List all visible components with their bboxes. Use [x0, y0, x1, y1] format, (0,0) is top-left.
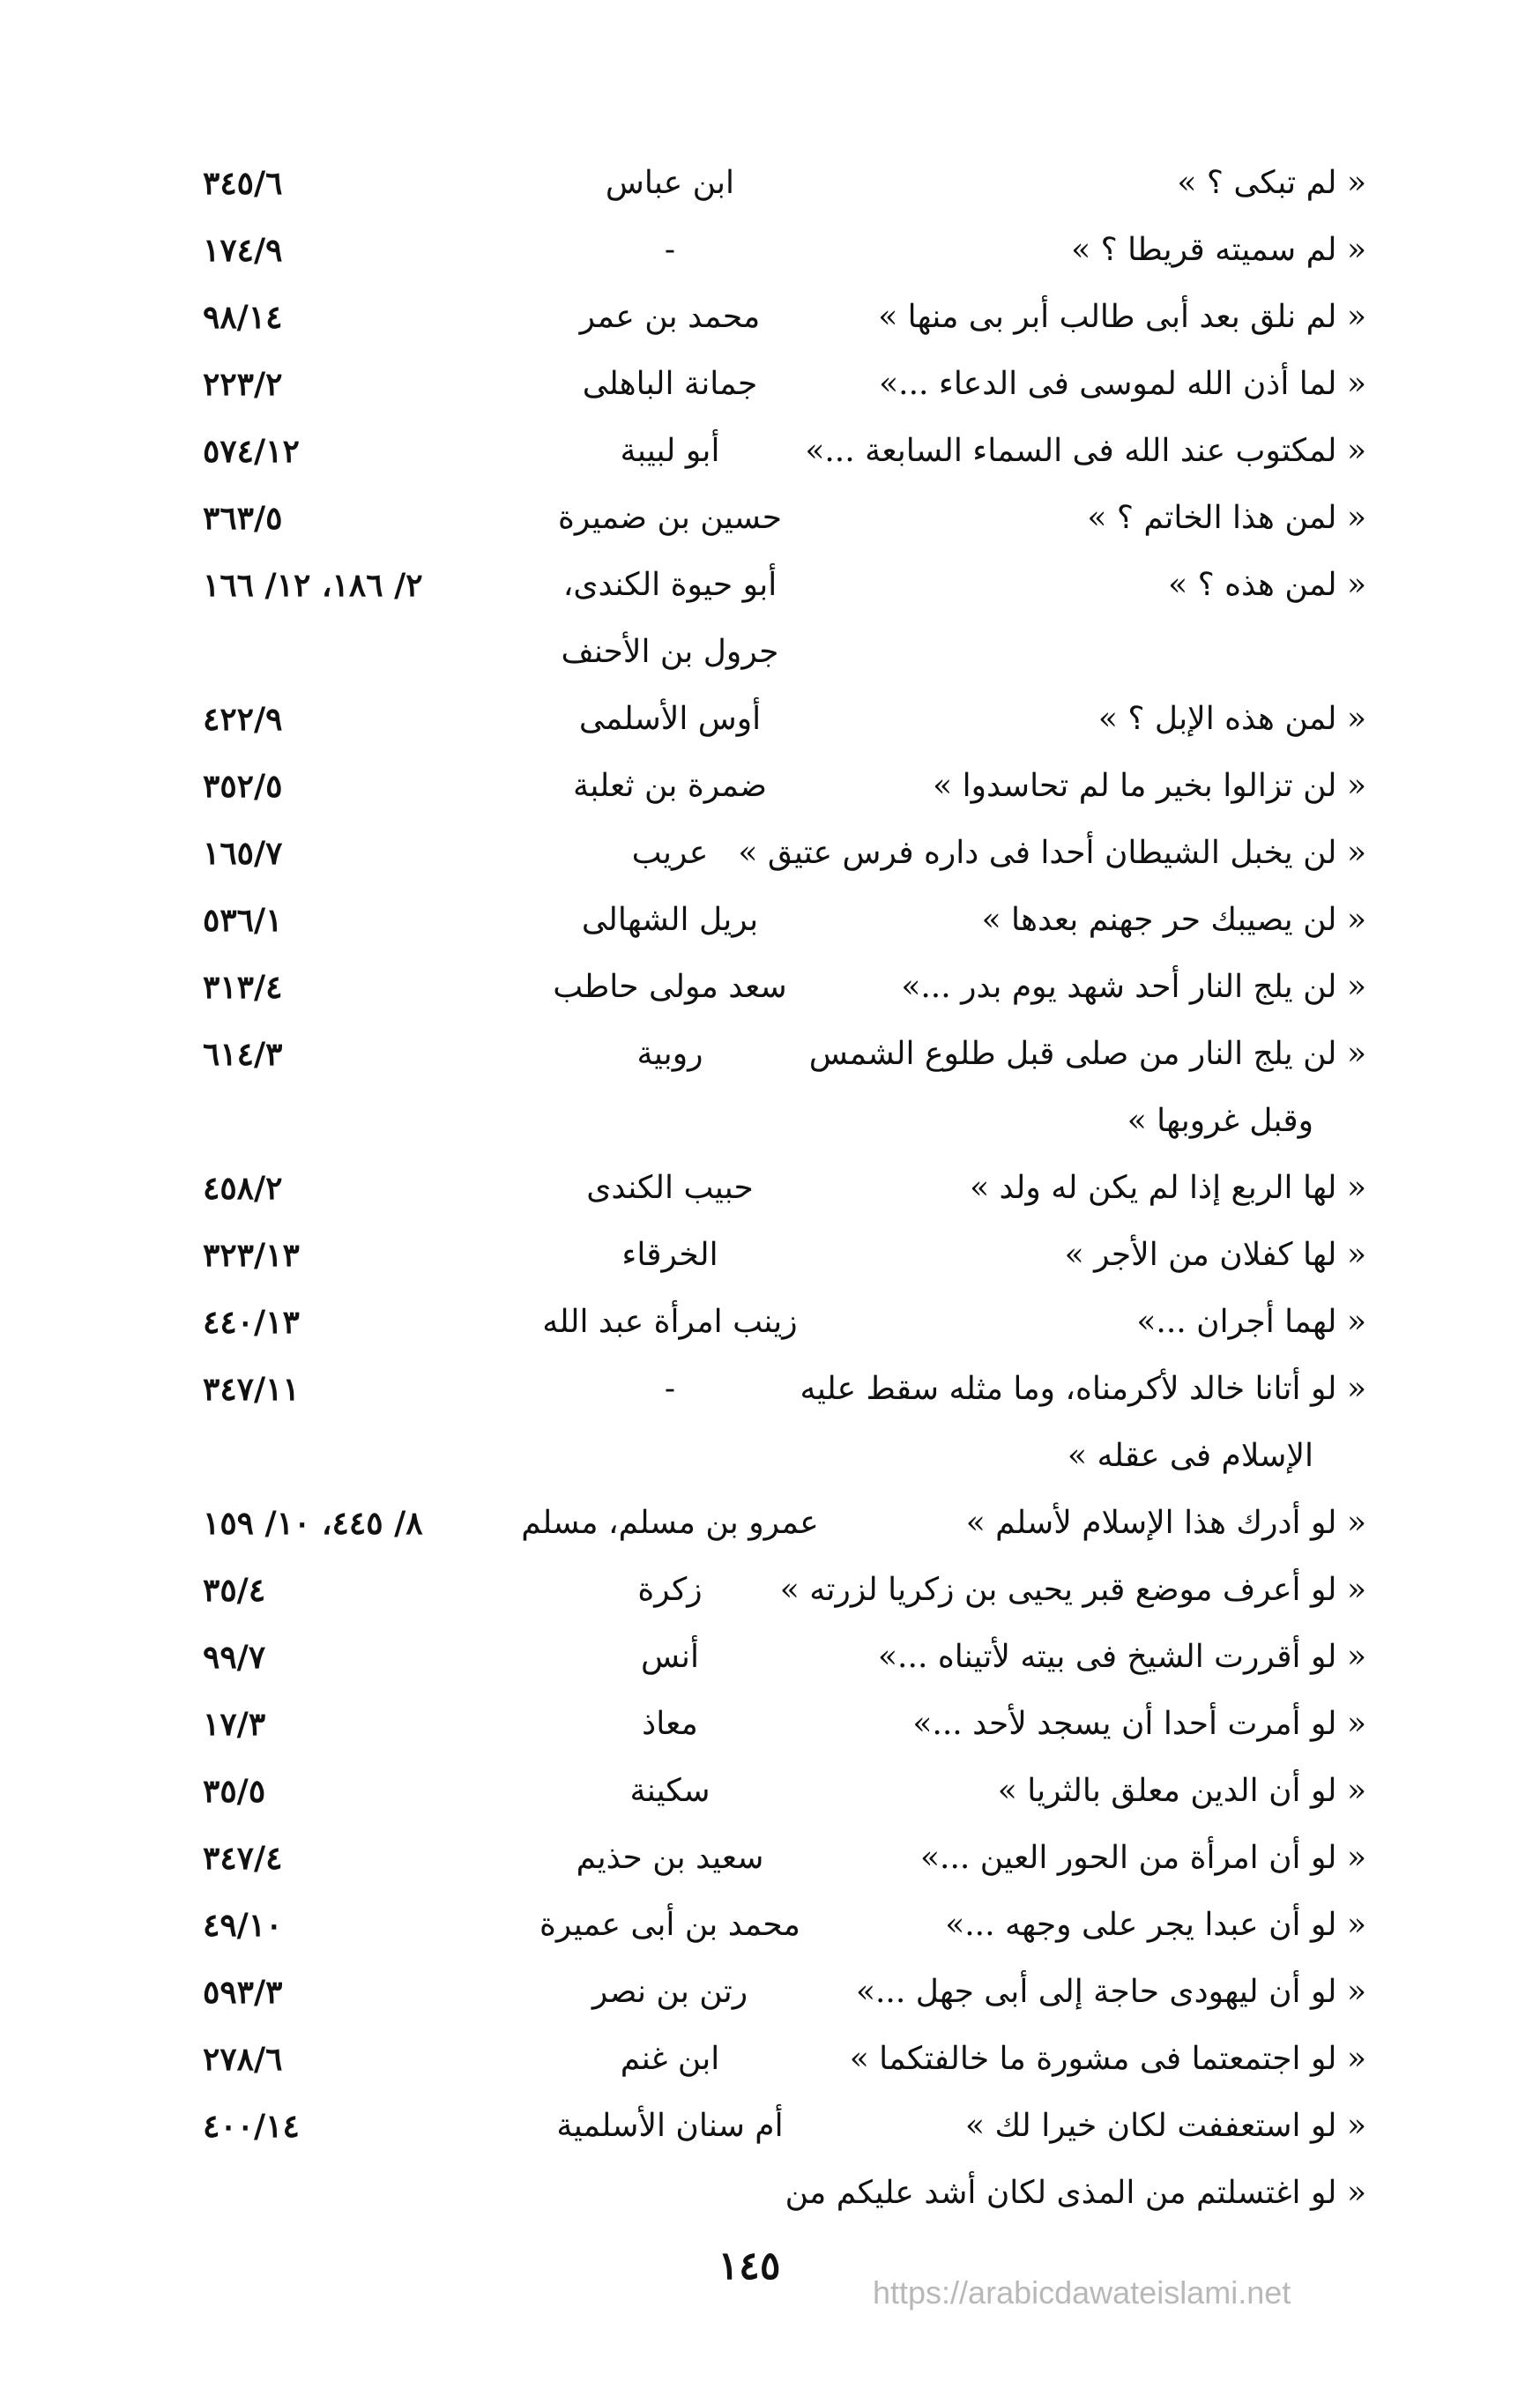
- volume-page-reference: ٥٣٦/١: [203, 902, 283, 939]
- hadith-text: « لو أعرف موضع قبر يحيى بن زكريا لزرته »: [779, 1572, 1366, 1608]
- index-entry-row: [203, 1222, 1366, 1289]
- hadith-text: « لها الربع إذا لم يكن له ولد »: [970, 1170, 1366, 1206]
- volume-page-reference: ٣١٣/٤: [203, 969, 283, 1006]
- volume-page-reference: ٨/ ٤٤٥، ١٠/ ١٥٩: [203, 1505, 423, 1542]
- narrator-name: أوس الأسلمى: [578, 701, 762, 737]
- narrator-name: أبو لبيبة: [620, 433, 720, 469]
- hadith-text: « لما أذن الله لموسى فى الدعاء ...»: [879, 366, 1366, 402]
- narrator-name: زكرة: [637, 1572, 703, 1608]
- volume-page-reference: ٣٦٣/٥: [203, 500, 283, 537]
- hadith-text: « لهما أجران ...»: [1136, 1304, 1366, 1340]
- hadith-text: « لمكتوب عند الله فى السماء السابعة ...»: [805, 433, 1366, 469]
- volume-page-reference: ٤٩/١٠: [203, 1907, 283, 1944]
- index-entry-row: [203, 954, 1366, 1021]
- hadith-text: « لو أقررت الشيخ فى بيته لأتيناه ...»: [878, 1639, 1366, 1675]
- index-entry-row: [203, 2093, 1366, 2160]
- index-entry-row: [203, 485, 1366, 552]
- volume-page-reference: ٢/ ١٨٦، ١٢/ ١٦٦: [203, 567, 423, 604]
- index-entry-row: [203, 1758, 1366, 1825]
- index-entry-row: [203, 753, 1366, 820]
- narrator-name: محمد بن أبى عميرة: [539, 1907, 800, 1943]
- index-entry-row: [203, 820, 1366, 887]
- volume-page-reference: ٥٩٣/٣: [203, 1974, 283, 2011]
- narrator-name: -: [664, 232, 676, 268]
- hadith-text: « لو أن الدين معلق بالثريا »: [997, 1773, 1366, 1809]
- hadith-text: وقبل غروبها »: [1127, 1103, 1313, 1139]
- hadith-text: « لم سميته قريطا ؟ »: [1071, 232, 1366, 268]
- hadith-text: « لو استعففت لكان خيرا لك »: [965, 2108, 1366, 2144]
- watermark-url: https://arabicdawateislami.net: [873, 2274, 1291, 2311]
- hadith-text: « لو أن ليهودى حاجة إلى أبى جهل ...»: [855, 1974, 1366, 2010]
- narrator-name: بريل الشهالى: [581, 902, 759, 938]
- index-entry-row: [203, 1289, 1366, 1356]
- volume-page-reference: ٣٤٧/١١: [203, 1371, 300, 1408]
- index-entry-row: [203, 1490, 1366, 1557]
- hadith-text: « لو أن عبدا يجر على وجهه ...»: [945, 1907, 1366, 1943]
- narrator-name: أنس: [641, 1639, 699, 1675]
- narrator-name: رتن بن نصر: [591, 1974, 748, 2010]
- hadith-text: « لن يلج النار من صلى قبل طلوع الشمس: [808, 1036, 1366, 1072]
- volume-page-reference: ٤٤٠/١٣: [203, 1304, 300, 1341]
- hadith-text: « لن يصيبك حر جهنم بعدها »: [981, 902, 1366, 938]
- volume-page-reference: ٤٠٠/١٤: [203, 2108, 300, 2145]
- volume-page-reference: ٣٥٢/٥: [203, 768, 283, 805]
- hadith-text: الإسلام فى عقله »: [1068, 1438, 1313, 1474]
- narrator-name: أم سنان الأسلمية: [556, 2108, 784, 2144]
- volume-page-reference: ٣٤٧/٤: [203, 1840, 283, 1877]
- hadith-text: « لن يلج النار أحد شهد يوم بدر ...»: [901, 969, 1366, 1005]
- index-entry-row: [203, 150, 1366, 217]
- volume-page-reference: ٩٩/٧: [203, 1639, 266, 1676]
- index-entry-row: [203, 2160, 1366, 2227]
- hadith-text: « لمن هذه الإبل ؟ »: [1097, 701, 1366, 737]
- hadith-text: « لو اغتسلتم من المذى لكان أشد عليكم من: [785, 2175, 1366, 2211]
- narrator-name: ابن غنم: [620, 2041, 720, 2077]
- narrator-name: -: [664, 1371, 676, 1407]
- hadith-text: « لو أن امرأة من الحور العين ...»: [920, 1840, 1366, 1876]
- index-entry-row: [203, 1021, 1366, 1088]
- volume-page-reference: ٣٢٣/١٣: [203, 1237, 300, 1274]
- narrator-name: سعد مولى حاطب: [553, 969, 787, 1005]
- volume-page-reference: ٢٧٨/٦: [203, 2041, 283, 2078]
- hadith-text: « لو اجتمعتما فى مشورة ما خالفتكما »: [849, 2041, 1366, 2077]
- volume-page-reference: ١٧٤/٩: [203, 232, 283, 269]
- hadith-text: « لمن هذه ؟ »: [1168, 567, 1366, 603]
- index-entry-row: [203, 552, 1366, 619]
- hadith-index-list: [203, 150, 1366, 2227]
- narrator-name: جرول بن الأحنف: [561, 634, 779, 670]
- index-entry-row: [203, 418, 1366, 485]
- narrator-name: حبيب الكندى: [586, 1170, 754, 1206]
- hadith-text: « لو أمرت أحدا أن يسجد لأحد ...»: [912, 1706, 1366, 1742]
- index-entry-row: [203, 619, 1366, 686]
- index-entry-row: [203, 1825, 1366, 1892]
- index-entry-row: [203, 217, 1366, 284]
- index-entry-row: [203, 1624, 1366, 1691]
- narrator-name: الخرقاء: [621, 1237, 718, 1273]
- volume-page-reference: ٦١٤/٣: [203, 1036, 283, 1073]
- narrator-name: جمانة الباهلى: [582, 366, 758, 402]
- hadith-text: « لها كفلان من الأجر »: [1064, 1237, 1366, 1273]
- index-entry-row: [203, 1691, 1366, 1758]
- narrator-name: عمرو بن مسلم، مسلم: [521, 1505, 819, 1541]
- index-entry-row: [203, 1423, 1366, 1490]
- index-entry-row: [203, 284, 1366, 351]
- index-entry-row: [203, 1088, 1366, 1155]
- volume-page-reference: ٩٨/١٤: [203, 299, 283, 336]
- volume-page-reference: ٤٥٨/٢: [203, 1170, 283, 1207]
- narrator-name: ابن عباس: [605, 165, 735, 201]
- hadith-text: « لو أتانا خالد لأكرمناه، وما مثله سقط عليه: [800, 1371, 1366, 1407]
- narrator-name: حسين بن ضميرة: [558, 500, 782, 536]
- narrator-name: معاذ: [642, 1706, 698, 1742]
- narrator-name: سعيد بن حذيم: [576, 1840, 764, 1876]
- hadith-text: « لم نلق بعد أبى طالب أبر بى منها »: [878, 299, 1366, 335]
- index-entry-row: [203, 351, 1366, 418]
- index-entry-row: [203, 1356, 1366, 1423]
- volume-page-reference: ١٧/٣: [203, 1706, 266, 1743]
- volume-page-reference: ٤٢٢/٩: [203, 701, 283, 738]
- hadith-text: « لمن هذا الخاتم ؟ »: [1087, 500, 1366, 536]
- narrator-name: أبو حيوة الكندى،: [562, 567, 777, 603]
- narrator-name: روبية: [636, 1036, 703, 1072]
- volume-page-reference: ٣٥/٤: [203, 1572, 266, 1609]
- narrator-name: عريب: [631, 835, 709, 871]
- index-entry-row: [203, 1959, 1366, 2026]
- index-entry-row: [203, 686, 1366, 753]
- volume-page-reference: ٥٧٤/١٢: [203, 433, 300, 470]
- volume-page-reference: ٣٤٥/٦: [203, 165, 283, 202]
- page-number: ١٤٥: [718, 2244, 781, 2289]
- narrator-name: ضمرة بن ثعلبة: [573, 768, 767, 804]
- volume-page-reference: ٢٢٣/٢: [203, 366, 283, 403]
- volume-page-reference: ٣٥/٥: [203, 1773, 266, 1810]
- index-entry-row: [203, 1892, 1366, 1959]
- index-entry-row: [203, 1557, 1366, 1624]
- index-entry-row: [203, 1155, 1366, 1222]
- hadith-text: « لم تبكى ؟ »: [1177, 165, 1366, 201]
- index-entry-row: [203, 2026, 1366, 2093]
- index-entry-row: [203, 887, 1366, 954]
- narrator-name: محمد بن عمر: [579, 299, 761, 335]
- narrator-name: سكينة: [629, 1773, 710, 1809]
- hadith-text: « لن يخبل الشيطان أحدا فى داره فرس عتيق »: [738, 835, 1366, 871]
- volume-page-reference: ١٦٥/٧: [203, 835, 283, 872]
- hadith-text: « لو أدرك هذا الإسلام لأسلم »: [965, 1505, 1366, 1541]
- narrator-name: زينب امرأة عبد الله: [542, 1304, 798, 1340]
- hadith-text: « لن تزالوا بخير ما لم تحاسدوا »: [933, 768, 1366, 804]
